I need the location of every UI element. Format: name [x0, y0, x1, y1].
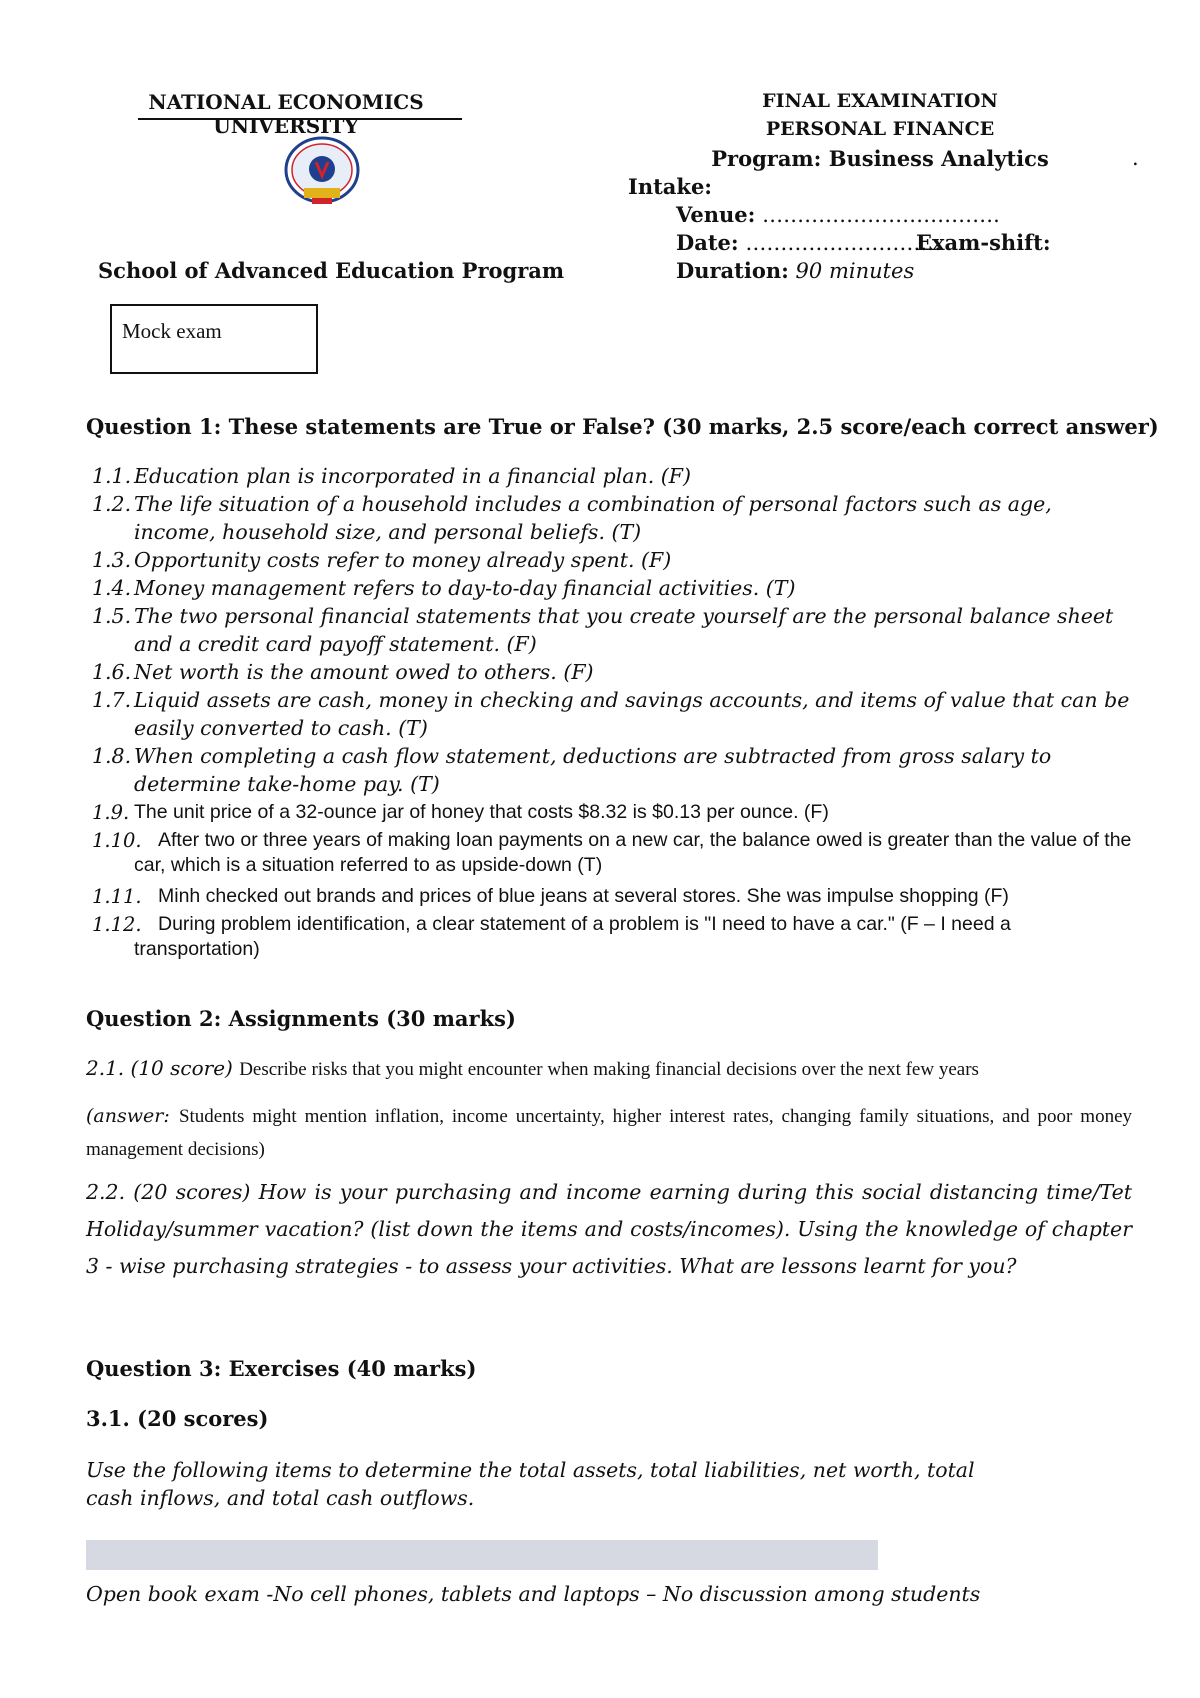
- q1-item: [92, 490, 1132, 546]
- q1-item: [92, 546, 1132, 574]
- date-label: Date:: [676, 230, 739, 255]
- item-number: 1.5.: [92, 604, 132, 628]
- question-2-title: Question 2: Assignments (30 marks): [86, 1006, 516, 1031]
- item-text: Liquid assets are cash, money in checking and savings accounts, and items of value that can be easily converted to cash. (T): [134, 688, 1130, 740]
- q1-item: [92, 602, 1132, 658]
- q1-item: [92, 686, 1132, 742]
- venue-label: Venue:: [676, 202, 756, 227]
- item-number: 1.12.: [92, 913, 142, 936]
- item-text: Minh checked out brands and prices of blue jeans at several stores. She was impulse shopping (F): [158, 885, 1009, 907]
- item-number: 1.11.: [92, 885, 142, 908]
- answer-text: Students might mention inflation, income uncertainty, higher interest rates, changing family situations, and poor money management decisions): [86, 1106, 1132, 1160]
- exercise-3-1-instruction: Use the following items to determine the total assets, total liabilities, net worth, total cash inflows, and total cash outflows.: [86, 1458, 975, 1510]
- question-1-title: Question 1: These statements are True or False? (30 marks, 2.5 score/each correct answer): [86, 414, 1159, 439]
- q1-item: [92, 912, 1132, 962]
- item-number: 1.9.: [92, 801, 130, 824]
- exam-title: FINAL EXAMINATION: [762, 90, 998, 112]
- footer-bar: [86, 1540, 878, 1570]
- item-number: 1.7.: [92, 688, 132, 712]
- item-number: 1.10.: [92, 829, 142, 852]
- q1-item: [92, 462, 1132, 490]
- program-value: Business Analytics: [828, 146, 1049, 171]
- venue-line: [676, 202, 1000, 227]
- intake-label: Intake:: [628, 174, 713, 199]
- duration-label: Duration:: [676, 258, 789, 283]
- item-number: 1.1.: [92, 464, 132, 488]
- assignment-2-1: [86, 1054, 1132, 1084]
- assignment-2-1-text: Describe risks that you might encounter when making financial decisions over the next few years: [239, 1059, 979, 1080]
- q1-item: [92, 742, 1132, 798]
- item-text: After two or three years of making loan payments on a new car, the balance owed is greater than the value of the car, which is a situation referred to as upside-down (T): [134, 829, 1132, 876]
- item-number: 1.2.: [92, 492, 132, 516]
- exam-shift-label: Exam-shift:: [916, 230, 1051, 255]
- school-name: School of Advanced Education Program: [98, 258, 565, 283]
- venue-value: …………………………….: [762, 203, 1000, 227]
- footer-note: Open book exam -No cell phones, tablets and laptops – No discussion among students: [86, 1582, 981, 1606]
- answer-prefix: (answer:: [86, 1105, 170, 1127]
- q1-item: [92, 658, 1132, 686]
- program-line: [660, 146, 1100, 171]
- trailing-dot: .: [1132, 146, 1139, 170]
- mock-exam-label: Mock exam: [122, 319, 222, 343]
- item-text: Net worth is the amount owed to others. (F): [134, 660, 594, 684]
- item-text: Education plan is incorporated in a financial plan. (F): [134, 464, 691, 488]
- university-name: NATIONAL ECONOMICS UNIVERSITY: [148, 90, 424, 138]
- item-text: The life situation of a household includes a combination of personal factors such as age, income, household size, and personal beliefs. (T): [134, 492, 1052, 544]
- header-underline: [138, 118, 462, 120]
- course-name: PERSONAL FINANCE: [765, 118, 995, 140]
- duration-value: 90 minutes: [795, 259, 915, 283]
- item-text: The two personal financial statements that you create yourself are the personal balance sheet and a credit card payoff statement. (F): [134, 604, 1114, 656]
- question-3-title: Question 3: Exercises (40 marks): [86, 1356, 477, 1381]
- date-value: ……………………….: [745, 231, 942, 255]
- date-line: [676, 230, 941, 255]
- assignment-2-2: 2.2. (20 scores) How is your purchasing and income earning during this social distancing time/Tet Holiday/summer vacation? (list down the items and costs/incomes). Using the knowledge of chapter 3 - wise purchasing strategies - to assess your activities. What are lessons learnt for you?: [86, 1180, 1132, 1278]
- item-text: During problem identification, a clear statement of a problem is "I need to have a car." (F – I need a transportation): [134, 913, 1011, 960]
- item-text: The unit price of a 32-ounce jar of honey that costs $8.32 is $0.13 per ounce. (F): [134, 801, 829, 823]
- assignment-2-1-prefix: 2.1. (10 score): [86, 1056, 233, 1080]
- duration-line: [676, 258, 914, 283]
- q1-item: [92, 800, 1132, 825]
- program-label: Program:: [711, 146, 822, 171]
- item-text: When completing a cash flow statement, deductions are subtracted from gross salary to determine take-home pay. (T): [134, 744, 1052, 796]
- q1-item: [92, 828, 1132, 878]
- item-number: 1.8.: [92, 744, 132, 768]
- item-text: Opportunity costs refer to money already spent. (F): [134, 548, 672, 572]
- assignment-2-1-answer: [86, 1100, 1132, 1166]
- q1-item: [92, 884, 1132, 909]
- item-text: Money management refers to day-to-day financial activities. (T): [134, 576, 796, 600]
- item-number: 1.4.: [92, 576, 132, 600]
- exercise-3-1-title: 3.1. (20 scores): [86, 1406, 269, 1431]
- q1-item: [92, 574, 1132, 602]
- item-number: 1.3.: [92, 548, 132, 572]
- item-number: 1.6.: [92, 660, 132, 684]
- university-logo: [282, 136, 362, 208]
